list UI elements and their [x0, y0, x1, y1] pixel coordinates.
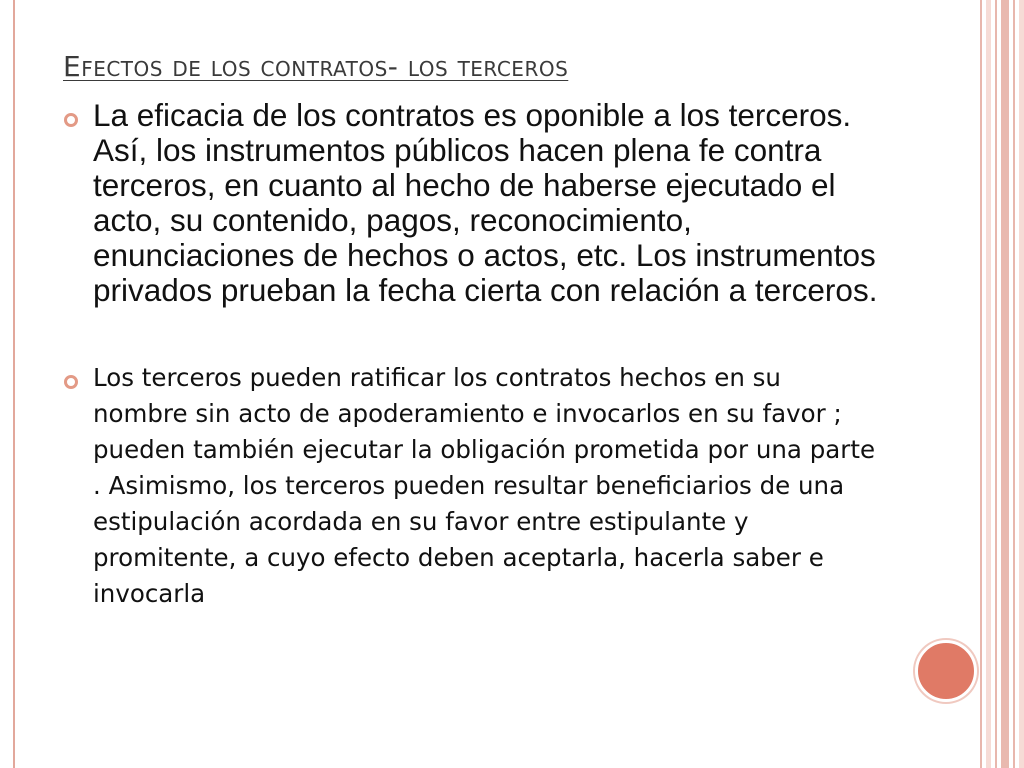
stripe — [995, 0, 997, 768]
left-decorative-line — [13, 0, 15, 768]
slide-title: Efectos de los contratos- los terceros — [63, 50, 569, 83]
ring-bullet-icon — [64, 375, 78, 389]
bullet-item — [64, 360, 884, 612]
stripe — [986, 0, 991, 768]
stripe — [1019, 0, 1024, 768]
bullet-text: Los terceros pueden ratificar los contratos hechos en su nombre sin acto de apoderamiento e invocarlos en su favor ; pueden también ejecutar la obligación prometida por una parte . Asimismo, los terceros pueden resultar beneficiarios de una estipulación acordada en su favor entre estipulante y promitente, a cuyo efecto deben aceptarla, hacerla saber e invocarla — [93, 363, 876, 608]
right-decorative-stripes — [976, 0, 1024, 768]
bullet-item — [64, 98, 884, 308]
bullet-list — [64, 98, 884, 612]
stripe — [1013, 0, 1015, 768]
stripe — [980, 0, 982, 768]
bullet-text: La eficacia de los contratos es oponible a los terceros. Así, los instrumentos públicos hacen plena fe contra terceros, en cuanto al hecho de haberse ejecutado el acto, su contenido, pagos, reconocimiento, enunciaciones de hechos o actos, etc. Los instrumentos privados prueban la fecha cierta con relación a terceros. — [93, 97, 878, 308]
circle-decoration-icon — [915, 640, 977, 702]
ring-bullet-icon — [64, 113, 78, 127]
stripe — [1001, 0, 1010, 768]
